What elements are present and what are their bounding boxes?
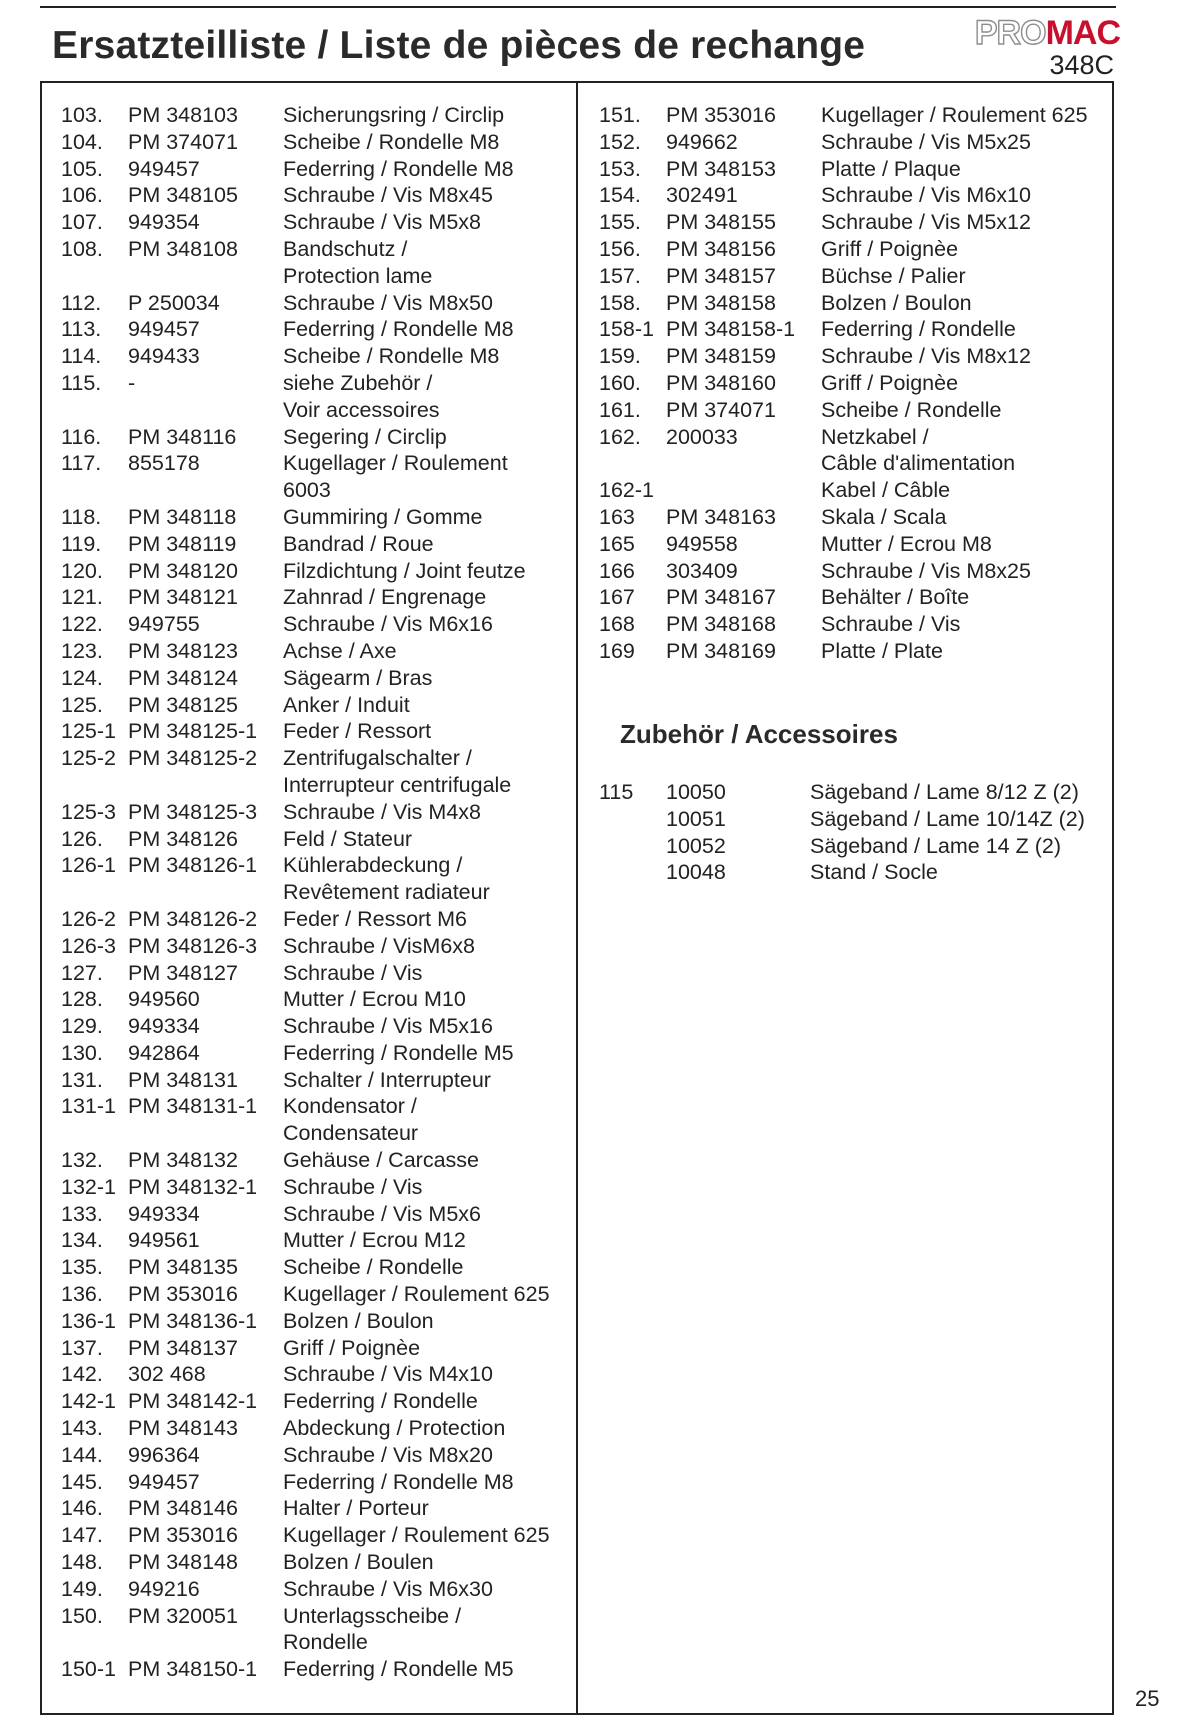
part-description: Federring / Rondelle M8 [283,317,514,342]
part-number: PM 348159 [666,344,776,369]
part-number: 949561 [128,1228,200,1253]
part-number: PM 348123 [128,638,238,663]
part-number: 949433 [128,344,200,369]
part-number: PM 348143 [128,1416,238,1441]
part-number: PM 348142-1 [128,1389,258,1414]
part-description: Kugellager / Roulement 625 [283,1523,550,1548]
item-number: 156. [599,236,641,261]
part-description: Mutter / Ecrou M10 [283,987,466,1012]
part-description: Federring / Rondelle [283,1389,478,1414]
part-description: Condensateur [283,1121,419,1146]
part-description: Schalter / Interrupteur [283,1067,491,1092]
part-description: Filzdichtung / Joint feutze [283,558,526,583]
part-description: Bandrad / Roue [283,531,434,556]
part-description: Platte / Plate [821,638,943,663]
part-description: Schraube / Vis M6x16 [283,612,493,637]
part-number: - [128,370,136,395]
logo-pro-text: PRO [974,14,1046,52]
item-number: 136. [61,1282,103,1307]
part-number: PM 348132 [128,1148,238,1173]
part-description: Stand / Socle [810,860,938,885]
item-number: 142-1 [61,1389,116,1414]
item-number: 126-1 [61,853,116,878]
part-description: Schraube / Vis M5x12 [821,210,1031,235]
item-number: 162-1 [599,478,654,503]
part-number: PM 348160 [666,370,776,395]
part-description: Sägeband / Lame 14 Z (2) [810,833,1061,858]
part-number: PM 348158 [666,290,776,315]
part-number: P 250034 [128,290,220,315]
part-number: PM 348124 [128,665,238,690]
part-description: Schraube / Vis M5x6 [283,1201,481,1226]
part-description: Sägeband / Lame 10/14Z (2) [810,806,1085,831]
accessories-heading: Zubehör / Accessoires [620,719,898,749]
part-number: PM 348150-1 [128,1657,258,1682]
part-description: Feld / Stateur [283,826,413,851]
item-number: 128. [61,987,103,1012]
item-number: 115 [599,780,634,804]
part-description: Federring / Rondelle M5 [283,1040,514,1065]
item-number: 104. [61,129,103,154]
part-number: 949457 [128,1469,200,1494]
item-number: 159. [599,344,641,369]
part-number: PM 353016 [128,1523,238,1548]
part-number: PM 353016 [666,103,776,127]
part-number: PM 348163 [666,504,776,529]
item-number: 125-1 [61,719,116,744]
item-number: 125-2 [61,746,116,771]
item-number: 123. [61,638,103,663]
part-description: Federring / Rondelle M8 [283,156,514,181]
item-number: 108. [61,236,103,261]
part-description: Schraube / Vis M5x16 [283,1014,493,1039]
item-number: 132. [61,1148,103,1173]
item-number: 115. [61,370,102,395]
part-description: Netzkabel / [821,424,929,449]
item-number: 113. [61,317,102,342]
part-description: Kugellager / Roulement [283,451,508,476]
part-description: Schraube / Vis M8x20 [283,1442,493,1467]
part-number: 302 468 [128,1362,206,1387]
part-description: siehe Zubehör / [283,370,433,395]
part-number: PM 348126-3 [128,933,258,958]
item-number: 107. [61,210,103,235]
part-number: PM 348125-2 [128,746,258,771]
item-number: 125-3 [61,799,116,824]
logo-mac-text: MAC [1045,14,1120,52]
part-description: Federring / Rondelle M5 [283,1657,514,1682]
page-number: 25 [1135,1686,1160,1711]
model-number: 348C [1049,50,1114,80]
part-description: Schraube / Vis [283,960,423,985]
item-number: 133. [61,1201,103,1226]
part-number: PM 348131 [128,1067,238,1092]
part-description: Scheibe / Rondelle M8 [283,129,500,154]
item-number: 150-1 [61,1657,116,1682]
item-number: 142. [61,1362,103,1387]
part-description: Bandschutz / [283,236,408,261]
part-number: PM 348168 [666,612,776,637]
part-number: PM 348157 [666,263,776,288]
item-number: 152. [599,129,641,154]
item-number: 126-3 [61,933,116,958]
item-number: 153. [599,156,641,181]
part-number: 949334 [128,1014,200,1039]
part-description: Halter / Porteur [283,1496,429,1521]
part-description: Anker / Induit [283,692,410,717]
part-description: Skala / Scala [821,504,947,529]
part-number: PM 348105 [128,183,238,208]
item-number: 126. [61,826,103,851]
item-number: 125. [61,692,103,717]
part-description: Sicherungsring / Circlip [283,103,505,127]
part-number: PM 348118 [128,504,237,529]
logo-wordmark [975,14,1120,53]
item-number: 161. [599,397,641,422]
part-description: 6003 [283,478,331,503]
part-description: Kugellager / Roulement 625 [283,1282,550,1307]
item-number: 129. [61,1014,103,1039]
part-description: Kugellager / Roulement 625 [821,103,1088,127]
item-number: 130. [61,1040,103,1065]
part-number: 10048 [666,860,726,885]
item-number: 124. [61,665,103,690]
item-number: 165 [599,531,635,556]
item-number: 121. [61,585,103,610]
item-number: 160. [599,370,641,395]
item-number: 168 [599,612,635,637]
item-number: 146. [61,1496,103,1521]
part-number: PM 374071 [666,397,776,422]
part-description: Scheibe / Rondelle [283,1255,464,1280]
part-number: 949558 [666,531,738,556]
part-number: 949662 [666,129,738,154]
part-description: Scheibe / Rondelle M8 [283,344,500,369]
item-number: 163 [599,504,635,529]
part-number: PM 348132-1 [128,1174,258,1199]
part-description: Gehäuse / Carcasse [283,1148,479,1173]
item-number: 148. [61,1550,103,1575]
item-number: 132-1 [61,1174,116,1199]
item-number: 112. [61,290,102,315]
item-number: 120. [61,558,103,583]
item-number: 114. [61,344,102,369]
part-description: Zahnrad / Engrenage [283,585,487,610]
part-description: Zentrifugalschalter / [283,746,472,771]
part-description: Schraube / VisM6x8 [283,933,476,958]
item-number: 155. [599,210,641,235]
item-number: 136-1 [61,1308,116,1333]
item-number: 149. [61,1576,103,1601]
item-number: 166 [599,558,635,583]
part-description: Scheibe / Rondelle [821,397,1002,422]
item-number: 143. [61,1416,103,1441]
part-number: PM 348119 [128,531,237,556]
part-number: PM 348103 [128,103,238,127]
part-description: Segering / Circlip [283,424,447,449]
part-number: 10052 [666,833,726,858]
part-number: 949560 [128,987,200,1012]
part-description: Sägeband / Lame 8/12 Z (2) [810,780,1079,804]
part-number: PM 348137 [128,1335,238,1360]
part-number: PM 348126-1 [128,853,258,878]
item-number: 122. [61,612,103,637]
item-number: 144. [61,1442,103,1467]
part-number: PM 348116 [128,424,237,449]
item-number: 127. [61,960,103,985]
part-number: 200033 [666,424,738,449]
top-rule [40,6,1116,8]
item-number: 135. [61,1255,103,1280]
part-description: Achse / Axe [283,638,397,663]
part-description: Kondensator / [283,1094,417,1119]
part-description: Schraube / Vis M6x30 [283,1576,493,1601]
part-description: Revêtement radiateur [283,880,490,905]
part-description: Bolzen / Boulen [283,1550,434,1575]
part-description: Abdeckung / Protection [283,1416,506,1441]
part-number: PM 348125-1 [128,719,258,744]
part-number: PM 348156 [666,236,776,261]
part-description: Schraube / Vis M8x45 [283,183,493,208]
part-description: Bolzen / Boulon [821,290,972,315]
part-number: PM 348125-3 [128,799,258,824]
part-number: PM 348169 [666,638,776,663]
part-description: Rondelle [283,1630,368,1655]
part-description: Federring / Rondelle [821,317,1016,342]
item-number: 145. [61,1469,103,1494]
item-number: 116. [61,424,102,449]
part-number: 996364 [128,1442,200,1467]
part-number: PM 348153 [666,156,776,181]
part-description: Câble d'alimentation [821,451,1016,476]
page-title: Ersatzteilliste / Liste de pièces de rechange [52,24,866,67]
item-number: 126-2 [61,906,116,931]
part-number: 949216 [128,1576,200,1601]
item-number: 117. [61,451,102,476]
part-number: 949457 [128,156,200,181]
part-number: PM 348125 [128,692,238,717]
item-number: 154. [599,183,641,208]
item-number: 137. [61,1335,103,1360]
item-number: 105. [61,156,103,181]
part-number: 949334 [128,1201,200,1226]
part-number: PM 348127 [128,960,238,985]
brand-logo [950,14,1120,78]
part-description: Kühlerabdeckung / [283,853,463,878]
part-number: 949354 [128,210,200,235]
part-description: Griff / Poignèe [821,236,959,261]
part-description: Schraube / Vis M4x10 [283,1362,493,1387]
column-divider [576,82,578,1714]
part-number: PM 348131-1 [128,1094,258,1119]
item-number: 134. [61,1228,103,1253]
part-number: PM 348120 [128,558,238,583]
part-description: Feder / Ressort [283,719,432,744]
part-description: Interrupteur centrifugale [283,772,512,797]
part-description: Schraube / Vis M5x8 [283,210,481,235]
part-description: Büchse / Palier [821,263,966,288]
part-number: 949457 [128,317,200,342]
part-number: PM 348121 [128,585,238,610]
part-description: Kabel / Câble [821,478,951,503]
item-number: 131-1 [61,1094,116,1119]
item-number: 162. [599,424,641,449]
item-number: 169 [599,638,635,663]
part-number: PM 374071 [128,129,238,154]
part-number: PM 348126 [128,826,238,851]
part-number: PM 348167 [666,585,776,610]
part-description: Griff / Poignèe [821,370,959,395]
part-number: 302491 [666,183,738,208]
item-number: 103. [61,103,103,127]
part-number: PM 348158-1 [666,317,796,342]
part-description: Schraube / Vis M8x25 [821,558,1031,583]
part-number: PM 348108 [128,236,238,261]
part-description: Federring / Rondelle M8 [283,1469,514,1494]
item-number: 157. [599,263,641,288]
part-description: Feder / Ressort M6 [283,906,467,931]
part-number: PM 348136-1 [128,1308,258,1333]
part-number: PM 348148 [128,1550,238,1575]
part-description: Mutter / Ecrou M12 [283,1228,466,1253]
part-description: Schraube / Vis M8x12 [821,344,1031,369]
item-number: 150. [61,1603,103,1628]
part-description: Griff / Poignèe [283,1335,421,1360]
part-description: Bolzen / Boulon [283,1308,434,1333]
part-description: Voir accessoires [283,397,440,422]
item-number: 158. [599,290,641,315]
item-number: 167 [599,585,635,610]
part-number: 10051 [666,806,726,831]
part-description: Schraube / Vis M4x8 [283,799,481,824]
part-number: 942864 [128,1040,200,1065]
item-number: 158-1 [599,317,654,342]
part-number: 949755 [128,612,200,637]
part-description: Protection lame [283,263,433,288]
part-number: 10050 [666,780,726,804]
part-description: Schraube / Vis [821,612,961,637]
part-description: Schraube / Vis [283,1174,423,1199]
part-description: Mutter / Ecrou M8 [821,531,992,556]
part-description: Schraube / Vis M5x25 [821,129,1031,154]
item-number: 151. [599,103,641,127]
item-number: 106. [61,183,103,208]
part-number: PM 348146 [128,1496,238,1521]
item-number: 119. [61,531,102,556]
part-number: PM 348155 [666,210,776,235]
part-number: PM 353016 [128,1282,238,1307]
part-number: PM 320051 [128,1603,238,1628]
part-description: Unterlagsscheibe / [283,1603,462,1628]
item-number: 118. [61,504,102,529]
part-number: PM 348135 [128,1255,238,1280]
part-description: Behälter / Boîte [821,585,970,610]
part-description: Platte / Plaque [821,156,961,181]
part-number: 303409 [666,558,738,583]
part-description: Gummiring / Gomme [283,504,483,529]
part-description: Schraube / Vis M6x10 [821,183,1031,208]
part-description: Schraube / Vis M8x50 [283,290,493,315]
part-number: 855178 [128,451,200,476]
part-description: Sägearm / Bras [283,665,433,690]
item-number: 147. [61,1523,103,1548]
part-number: PM 348126-2 [128,906,258,931]
item-number: 131. [61,1067,103,1092]
